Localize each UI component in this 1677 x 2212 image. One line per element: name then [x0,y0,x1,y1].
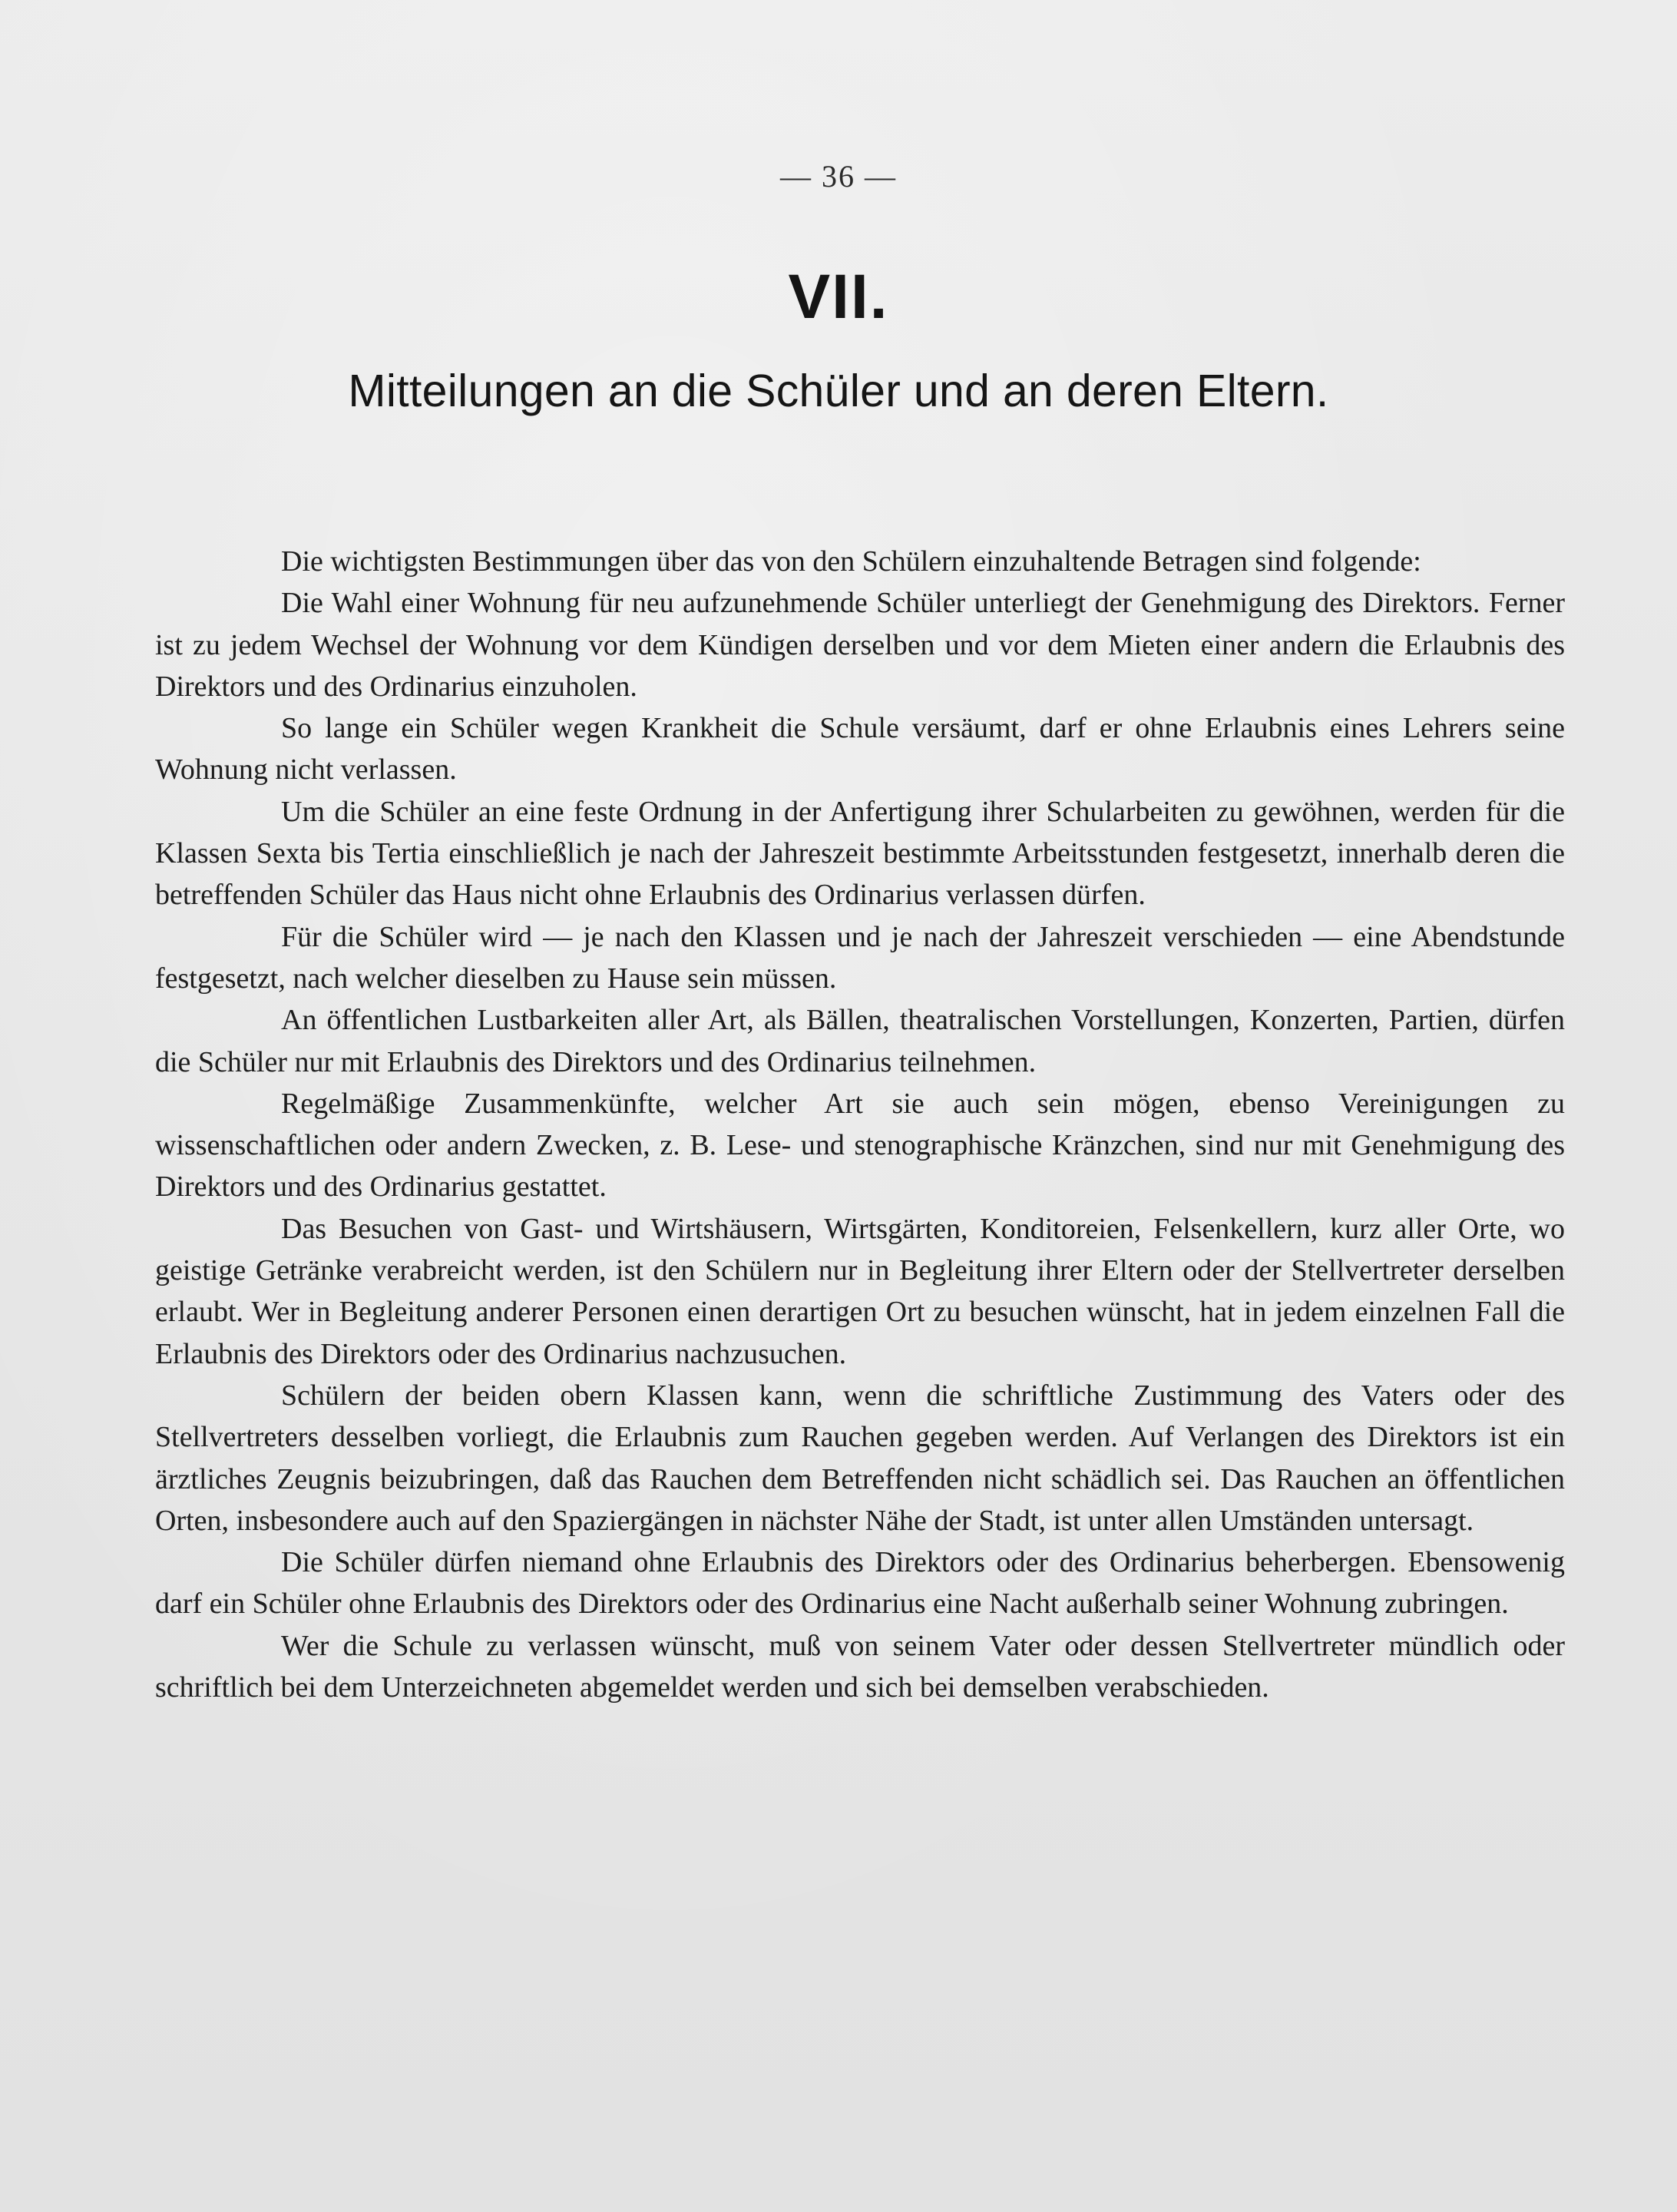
paragraph: Die Schüler dürfen niemand ohne Erlaubnis des Direktors oder des Ordinarius beherbergen. Ebensowenig darf ein Schüler ohne Erlaubnis des Direktors oder des Ordinarius eine Nacht außerhalb seiner Wohnung zubringen. [155,1546,1565,1621]
page-number: — 36 — [780,159,897,194]
paragraph: Wer die Schule zu verlassen wünscht, muß von seinem Vater oder dessen Stellvertreter mündlich oder schriftlich bei dem Unterzeichneten abgemeldet werden und sich bei demselben verabschieden. [155,1629,1565,1704]
paragraph: Die Wahl einer Wohnung für neu aufzunehmende Schüler unterliegt der Genehmigung des Direktors. Ferner ist zu jedem Wechsel der Wohnung vor dem Kündigen derselben und vor dem Mieten einer andern die Erlaubnis des Direktors und des Ordinarius einzuholen. [155,587,1565,703]
paragraph: Regelmäßige Zusammenkünfte, welcher Art sie auch sein mögen, ebenso Vereinigungen zu wissenschaftlichen oder andern Zwecken, z. B. Lese- und stenographische Kränzchen, sind nur mit Genehmigung des Direktors und des Ordinarius gestattet. [155,1087,1565,1204]
section-title: Mitteilungen an die Schüler und an deren Eltern. [348,366,1329,416]
paragraph: Um die Schüler an eine feste Ordnung in der Anfertigung ihrer Schularbeiten zu gewöhnen, werden für die Klassen Sexta bis Tertia einschließlich je nach der Jahreszeit bestimmte Arbeitsstunden festgesetzt, innerhalb deren die betreffenden Schüler das Haus nicht ohne Erlaubnis des Ordinarius verlassen dürfen. [155,795,1565,912]
paragraph: Schülern der beiden obern Klassen kann, wenn die schriftliche Zustimmung des Vaters oder des Stellvertreters desselben vorliegt, die Erlaubnis zum Rauchen gegeben werden. Auf Verlangen des Direktors ist ein ärztliches Zeugnis beizubringen, daß das Rauchen dem Betreffenden nicht schädlich sei. Das Rauchen an öffentlichen Orten, insbesondere auch auf den Spaziergängen in nächster Nähe der Stadt, ist unter allen Umständen untersagt. [155,1379,1565,1537]
paragraph: Die wichtigsten Bestimmungen über das von den Schülern einzuhaltende Betragen sind folgende: [281,545,1421,578]
paragraph: An öffentlichen Lustbarkeiten aller Art, als Bällen, theatralischen Vorstellungen, Konzerten, Partien, dürfen die Schüler nur mit Erlaubnis des Direktors und des Ordinarius teilnehmen. [155,1004,1565,1078]
paragraph: So lange ein Schüler wegen Krankheit die Schule versäumt, darf er ohne Erlaubnis eines Lehrers seine Wohnung nicht verlassen. [155,712,1565,786]
paragraph: Das Besuchen von Gast- und Wirtshäusern, Wirtsgärten, Konditoreien, Felsenkellern, kurz aller Orte, wo geistige Getränke verabreicht werden, ist den Schülern nur in Begleitung ihrer Eltern oder der Stellvertreter derselben erlaubt. Wer in Begleitung anderer Personen einen derartigen Ort zu besuchen wünscht, hat in jedem einzelnen Fall die Erlaubnis des Direktors oder des Ordinarius nachzusuchen. [155,1212,1565,1370]
section-numeral: VII. [788,262,889,332]
paragraph: Für die Schüler wird — je nach den Klassen und je nach der Jahreszeit verschieden — eine Abendstunde festgesetzt, nach welcher dieselben zu Hause sein müssen. [155,920,1565,995]
body-text [155,541,1565,1708]
